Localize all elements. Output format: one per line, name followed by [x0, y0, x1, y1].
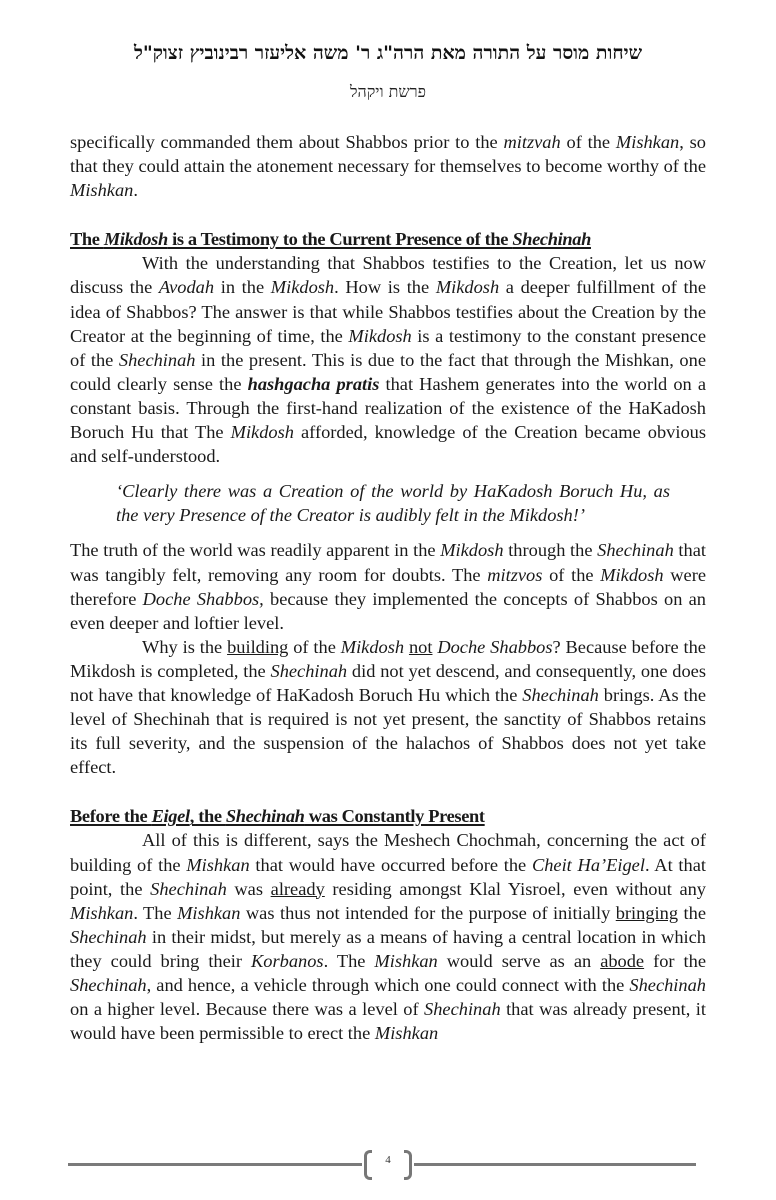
- text: of the: [288, 636, 341, 657]
- italic-term: mitzvos: [487, 564, 543, 585]
- text: , the: [189, 806, 226, 827]
- underlined-term: abode: [600, 950, 645, 971]
- italic-term: mitzvah: [503, 132, 561, 152]
- text: is a testimony to the constant presence of the: [70, 325, 706, 370]
- italic-term: Mishkan: [70, 180, 134, 201]
- text: was Constantly Present: [304, 806, 485, 827]
- italic-term: Mikdosh: [600, 564, 664, 585]
- text: , and hence, a vehicle through which one could connect with the: [146, 975, 630, 995]
- text: brings. As the level of Shechinah that is required is not yet present, the sanctity of Shabbos retains its full severity, and the suspension of the halachos of Shabbos does not yet take effect.: [70, 684, 706, 778]
- underlined-term: already: [270, 878, 325, 899]
- continuation-paragraph: [70, 130, 706, 202]
- text: With the understanding that Shabbos testifies to the Creation, let us now discuss the: [70, 253, 706, 298]
- text: through the: [503, 540, 598, 561]
- italic-term: Mikdosh: [340, 636, 405, 657]
- text: . At that point, the: [70, 854, 707, 899]
- text: that Hashem generates into the world on a constant basis. Through the first-hand realization of the existence of the HaKadosh Boruch Hu that The: [70, 373, 707, 443]
- footer-rule-left: [68, 1163, 362, 1166]
- italic-term: Doche Shabbos,: [142, 588, 264, 609]
- text: in the: [214, 277, 271, 298]
- italic-term: Shechinah: [512, 229, 591, 250]
- section-heading-mikdosh-testimony: [70, 227, 706, 251]
- italic-term: Mikdosh: [440, 540, 504, 561]
- text: specifically commanded them about Shabbos prior to the: [70, 132, 504, 152]
- footer-rule-right: [414, 1163, 696, 1166]
- text: . How is the: [334, 277, 436, 298]
- underlined-term: building: [227, 636, 289, 657]
- italic-term: Mishkan: [177, 902, 241, 923]
- text: the: [678, 902, 706, 923]
- text: The truth of the world was readily apparent in the: [70, 540, 441, 561]
- italic-term: Mishkan: [374, 1023, 439, 1044]
- text: was thus not intended for the purpose of initially: [240, 902, 616, 923]
- text: is a Testimony to the Current Presence of the: [167, 229, 513, 250]
- italic-term: Mikdosh: [103, 229, 168, 250]
- italic-term: Korbanos: [251, 950, 324, 971]
- text: a deeper fulfillment of the idea of Shabbos? The answer is that while Shabbos testifies about the Creation by the Creator at the beginning of time, the: [70, 277, 706, 346]
- paragraph: [70, 635, 706, 780]
- underlined-term: not: [408, 636, 433, 657]
- text: . The: [133, 902, 178, 923]
- page-footer: [68, 1148, 696, 1184]
- italic-term: Shechinah: [522, 684, 599, 705]
- paragraph: [70, 251, 706, 468]
- text: did not yet descend, and consequently, one does not have that knowledge of HaKadosh Boruch Hu which the: [70, 660, 706, 705]
- italic-term: Shechinah: [70, 975, 147, 995]
- italic-term: Mikdosh: [270, 277, 335, 298]
- italic-term: Eigel: [151, 806, 190, 827]
- italic-term: Mikdosh: [230, 422, 294, 443]
- text: .: [133, 180, 138, 201]
- italic-term: Shechinah: [225, 806, 305, 827]
- running-header: [0, 38, 776, 104]
- italic-term: Shechinah: [629, 975, 706, 995]
- paragraph: [70, 828, 706, 1045]
- italic-term: Doche Shabbos: [437, 636, 553, 657]
- block-quote: ‘Clearly there was a Creation of the world by HaKadosh Boruch Hu, as the very Presence of the Creator is audibly felt in the Mikdosh!’: [116, 481, 670, 526]
- text: ? Because before the Mikdosh is completed, the: [70, 636, 706, 681]
- italic-term: Mikdosh: [435, 277, 500, 298]
- page-number: 4: [385, 1154, 391, 1166]
- italic-term: Shechinah: [118, 349, 196, 370]
- text: of the: [542, 564, 601, 585]
- italic-term: Shechinah: [150, 878, 227, 899]
- text: in the present. This is due to the fact that through the Mishkan, one could clearly sense the: [70, 349, 706, 394]
- text: All of this is different, says the Meshech Chochmah, concerning the act of building of the: [70, 830, 706, 875]
- text: would serve as an: [437, 950, 601, 971]
- text: for the: [644, 950, 707, 971]
- text: that was tangibly felt, removing any room for doubts. The: [70, 540, 706, 585]
- italic-term: Shechinah: [597, 540, 674, 561]
- text: in their midst, but merely as a means of having a central location in which they could bring their: [70, 926, 706, 971]
- italic-term: Mishkan: [70, 902, 134, 923]
- underlined-term: bringing: [615, 902, 679, 923]
- italic-term: Mikdosh: [348, 325, 412, 346]
- italic-term: Shechinah: [424, 999, 501, 1020]
- text: afforded, knowledge of the Creation became obvious and self-understood.: [70, 422, 707, 467]
- italic-term: Mishkan: [186, 854, 250, 875]
- page-body: [70, 130, 706, 1045]
- italic-term: Shechinah: [70, 926, 147, 947]
- paragraph: [70, 538, 706, 634]
- text: that was already present, it would have been permissible to erect the: [70, 999, 707, 1044]
- text: was: [226, 878, 271, 899]
- section-heading-before-eigel: [70, 804, 706, 828]
- close-brace-icon: [404, 1150, 412, 1180]
- italic-term: Avodah: [158, 277, 215, 298]
- bold-italic-term: hashgacha pratis: [247, 373, 380, 394]
- book-title: שיחות מוסר על התורה מאת הרה"ג ר' משה אליעזר רבינוביץ זצוק"ל: [133, 42, 643, 64]
- parsha-title: פרשת ויקהל: [350, 82, 426, 101]
- italic-term: Mishkan: [615, 132, 680, 152]
- text: were therefore: [70, 564, 706, 609]
- text: that would have occurred before the: [249, 854, 532, 875]
- text: on a higher level. Because there was a level of: [70, 999, 425, 1020]
- text: Before the: [70, 806, 152, 827]
- text: because they implemented the concepts of Shabbos on an even deeper and loftier level.: [70, 588, 706, 633]
- italic-term: Shechinah: [270, 660, 348, 681]
- text: residing amongst Klal Yisroel, even without any: [324, 878, 706, 899]
- italic-term: Cheit Ha’Eigel: [531, 854, 645, 875]
- text: . The: [323, 950, 375, 971]
- text: The: [70, 229, 104, 250]
- text: , so that they could attain the atonement necessary for themselves to become worthy of the: [70, 132, 706, 177]
- text: of the: [560, 132, 616, 152]
- italic-term: Mishkan: [374, 950, 438, 971]
- text: Why is the: [142, 636, 228, 657]
- open-brace-icon: [364, 1150, 372, 1180]
